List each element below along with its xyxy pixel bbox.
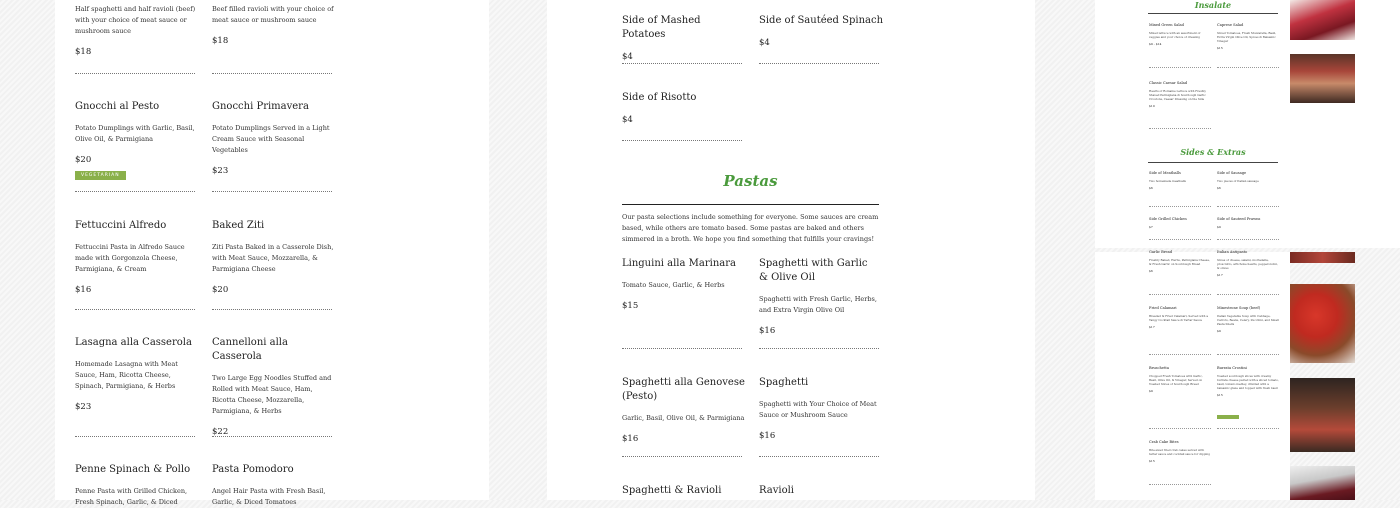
menu-item-ravioli (759, 484, 879, 498)
item-price: $16 (75, 285, 92, 295)
photo-bruschetta (1290, 284, 1355, 363)
item-name: Spaghetti alla Genovese (Pesto) (622, 377, 745, 402)
item-price: $17 (1149, 325, 1155, 329)
item-description: Two homemade meatballs (1149, 179, 1186, 183)
item-price: $23 (75, 402, 92, 412)
item-name: Penne Spinach & Pollo (75, 464, 191, 475)
item-name: Lasagna alla Casserola (75, 337, 192, 348)
item-description: Potato Dumplings Served in a Light Cream Sauce with Seasonal Vegetables (212, 124, 330, 154)
item-description: Potato Dumplings with Garlic, Basil, Olive Oil, & Parmigiana (75, 124, 195, 143)
menu-item-pasta-pomodoro (212, 463, 334, 508)
item-price: $16 (759, 431, 776, 441)
item-name: Side of Risotto (622, 92, 697, 103)
item-price: $15 (1217, 46, 1223, 50)
menu-item-spaghetti-ravioli (622, 484, 747, 498)
section-rule (1148, 162, 1278, 163)
menu-item (75, 4, 197, 57)
item-name: Bruschetta (1149, 366, 1170, 370)
divider (1149, 428, 1211, 429)
divider (75, 436, 195, 437)
item-description: Hearts of Romaine Lettuce with Freshly Shaved Parmigiana & Sourdough Garlic Croutons, Caesar Dressing on the Side (1149, 89, 1206, 101)
divider (622, 140, 742, 141)
divider (212, 436, 332, 437)
vegetarian-badge (1217, 415, 1239, 419)
divider (1149, 206, 1211, 207)
item-description: Freshly Baked, Herbs, Parmigiana Cheese, & Fresh Garlic on Sourdough Bread (1149, 258, 1210, 266)
mini-menu-item (1149, 217, 1211, 229)
mini-menu-item (1149, 440, 1211, 463)
item-name: Classic Caesar Salad (1149, 81, 1188, 85)
section-intro: Our pasta selections include something for everyone. Some sauces are cream based, while others are tomato based. Some pastas are baked and others simmered in a broth. We hope you find something that fulfills your cravings! (622, 213, 879, 243)
item-name: Linguini alla Marinara (622, 258, 736, 269)
item-description: Breaded & Fried Calamari, Served with a Tangy Cocktail Sauce & Tartar Sauce (1149, 314, 1209, 322)
item-price: $17 (1217, 273, 1223, 277)
menu-item-spaghetti (759, 376, 879, 441)
menu-item-fettuccini-alfredo (75, 219, 197, 295)
divider (1217, 239, 1279, 240)
item-description: Beef filled ravioli with your choice of meat sauce or mushroom sauce (212, 5, 334, 24)
divider (1217, 294, 1279, 295)
divider (1217, 206, 1279, 207)
photo-restaurant-interior (1290, 54, 1355, 103)
vegetarian-badge: VEGETARIAN (75, 171, 126, 180)
item-description: Mixed lettuce with an assortment of veggies and your choice of dressing (1149, 31, 1201, 39)
item-price: $9 (1217, 225, 1221, 229)
section-rule (1148, 13, 1278, 14)
item-price: $6 (1149, 269, 1153, 273)
mini-menu-item (1149, 366, 1211, 393)
menu-item-lasagna-alla-casserola (75, 336, 197, 412)
item-name: Side of Sautéed Spinach (759, 15, 884, 26)
divider (622, 63, 742, 64)
menu-item-spaghetti-alla-genovese (622, 376, 747, 444)
item-name: Ravioli (759, 485, 794, 496)
mini-menu-item (1149, 306, 1211, 329)
item-description: Half spaghetti and half ravioli (beef) with your choice of meat sauce or mushroom sauce (75, 5, 196, 35)
item-price: $9 (1217, 329, 1221, 333)
divider (75, 309, 195, 310)
item-name: Spaghetti (759, 377, 809, 388)
item-name: Spaghetti with Garlic & Olive Oil (759, 258, 868, 283)
item-price: $22 (212, 427, 229, 437)
item-price: $6 (1149, 186, 1153, 190)
item-name: Baked Ziti (212, 220, 265, 231)
item-name: Crab Cake Bites (1149, 440, 1179, 444)
divider (212, 191, 332, 192)
divider (622, 456, 742, 457)
item-description: Chopped Fresh Tomatoes with Garlic, Basil, Olive Oil, & Vinegar, Served on Toasted Slices of Sourdough Bread (1149, 374, 1203, 386)
item-price: $16 (759, 326, 776, 336)
item-price: $9 - $14 (1149, 42, 1162, 46)
divider (1217, 354, 1279, 355)
item-description: Sliced Tomatoes, Fresh Mozzarella, Basil, Extra Virgin Olive Oil, Spices & Balsamic Vinegar (1217, 31, 1277, 43)
menu-column-pastas-left (55, 0, 489, 506)
item-price: $15 (622, 301, 639, 311)
item-name: Spaghetti & Ravioli (622, 485, 722, 496)
item-name: Caprese Salad (1217, 23, 1244, 27)
divider (75, 191, 195, 192)
menu-item-gnocchi-primavera (212, 100, 334, 176)
item-description: Homemade Lasagna with Meat Sauce, Ham, Ricotta Cheese, Spinach, Parmigiana, & Herbs (75, 360, 178, 390)
item-price: $4 (759, 38, 770, 48)
photo-wine-pour (1290, 466, 1355, 500)
item-price: $10 (1149, 104, 1155, 108)
item-name: Fried Calamari (1149, 306, 1177, 310)
item-name: Burrata Crostini (1217, 366, 1247, 370)
item-name: Mixed Green Salad (1149, 23, 1184, 27)
item-price: $20 (75, 155, 92, 165)
item-name: Minestrone Soup (beef) (1217, 306, 1261, 310)
menu-item-linguini-alla-marinara (622, 257, 747, 311)
mini-menu-item (1217, 366, 1279, 397)
item-price: $9 (1149, 389, 1153, 393)
item-description: Italian Vegetable Soup with Cabbage, Carrots, Beans, Celery, Zucchini, and Small Pasta Shells (1217, 314, 1279, 326)
item-description: Bite-sized fried crab cakes served with tartar sauce and cocktail sauce for dipping (1149, 448, 1211, 456)
item-name: Side Grilled Chicken (1149, 217, 1187, 221)
item-description: Toasted sourdough slices with creamy burrata cheese paired with a sliced tomato, basil, tomato medley, drizzled with a balsamic glaze and topped with fresh basil (1217, 374, 1279, 390)
divider (212, 73, 332, 74)
item-price: $4 (622, 52, 633, 62)
item-description: Two Large Egg Noodles Stuffed and Rolled with Meat Sauce, Ham, Ricotta Cheese, Mozzarella, Parmigiana, & Herbs (212, 374, 332, 415)
item-description: Fettuccini Pasta in Alfredo Sauce made with Gorgonzola Cheese, Parmigiana, & Cream (75, 243, 185, 273)
item-name: Side of Mashed Potatoes (622, 15, 701, 40)
section-title-pastas: Pastas (723, 172, 778, 190)
mini-menu-item (1217, 217, 1279, 229)
menu-item-penne-spinach-pollo (75, 463, 197, 508)
menu-item (212, 4, 334, 46)
menu-item-baked-ziti (212, 219, 334, 295)
divider (1149, 354, 1211, 355)
item-price: $16 (622, 434, 639, 444)
item-name: Side of Sausage (1217, 171, 1247, 175)
item-price: $7 (1149, 225, 1153, 229)
item-price: $23 (212, 166, 229, 176)
mini-menu-item (1217, 306, 1279, 333)
item-description: Spaghetti with Your Choice of Meat Sauce or Mushroom Sauce (759, 400, 877, 419)
divider (759, 348, 879, 349)
mini-menu-item (1217, 250, 1279, 277)
divider (759, 63, 879, 64)
item-name: Side of Sauteed Prawns (1217, 217, 1261, 221)
divider (1149, 239, 1211, 240)
item-description: Spaghetti with Fresh Garlic, Herbs, and Extra Virgin Olive Oil (759, 295, 877, 314)
section-title-sides-extras: Sides & Extras (1180, 147, 1246, 157)
photo-dining-table (1290, 378, 1355, 452)
divider (1149, 67, 1211, 68)
divider (212, 309, 332, 310)
item-name: Pasta Pomodoro (212, 464, 294, 475)
item-price: $18 (212, 36, 229, 46)
menu-item-side-risotto (622, 91, 747, 125)
divider (75, 73, 195, 74)
mini-menu-item (1149, 250, 1211, 273)
item-description: Slices of cheese, salami, mortadella, prosciutto, artichoke hearts, pepperoncini, & olives (1217, 258, 1278, 270)
divider (1217, 67, 1279, 68)
item-description: Garlic, Basil, Olive Oil, & Parmigiana (622, 414, 745, 422)
mini-menu-item (1217, 23, 1279, 50)
menu-item-cannelloni-alla-casserola (212, 336, 334, 437)
photo-wine-glass (1290, 0, 1355, 40)
item-price: $4 (622, 115, 633, 125)
item-price: $6 (1217, 186, 1221, 190)
divider (759, 456, 879, 457)
item-name: Gnocchi Primavera (212, 101, 309, 112)
menu-item-side-mashed-potatoes (622, 14, 747, 62)
item-description: Angel Hair Pasta with Fresh Basil, Garlic, & Diced Tomatoes (212, 487, 326, 506)
item-price: $15 (1217, 393, 1223, 397)
item-name: Side of Meatballs (1149, 171, 1181, 175)
divider (1149, 484, 1211, 485)
item-description: Ziti Pasta Baked in a Casserole Dish, with Meat Sauce, Mozzarella, & Parmigiana Cheese (212, 243, 334, 273)
item-price: $20 (212, 285, 229, 295)
item-price: $18 (75, 47, 92, 57)
menu-item-spaghetti-garlic-olive-oil (759, 257, 879, 336)
item-description: Penne Pasta with Grilled Chicken, Fresh Spinach, Garlic, & Diced (75, 487, 188, 506)
item-name: Gnocchi al Pesto (75, 101, 160, 112)
item-price: $15 (1149, 459, 1155, 463)
item-name: Fettuccini Alfredo (75, 220, 167, 231)
mini-menu-item (1149, 81, 1211, 108)
divider (1149, 128, 1211, 129)
section-title-insalate: Insalate (1194, 0, 1232, 10)
menu-item-gnocchi-al-pesto (75, 100, 197, 165)
item-description: Two pieces of Italian sausage (1217, 179, 1259, 183)
divider (1217, 428, 1279, 429)
item-name: Cannelloni alla Casserola (212, 337, 288, 362)
mini-menu-item (1149, 171, 1211, 190)
mini-menu-item (1217, 171, 1279, 190)
menu-item-side-sauteed-spinach (759, 14, 884, 48)
divider (622, 348, 742, 349)
section-rule (622, 204, 879, 205)
item-name: Garlic Bread (1149, 250, 1173, 254)
menu-column-sides-pastas (547, 0, 1035, 500)
item-description: Tomato Sauce, Garlic, & Herbs (622, 281, 725, 289)
mini-menu-item (1149, 23, 1211, 46)
photo-dish (1290, 252, 1355, 263)
item-name: Italian Antipasto (1217, 250, 1248, 254)
divider (1149, 294, 1211, 295)
